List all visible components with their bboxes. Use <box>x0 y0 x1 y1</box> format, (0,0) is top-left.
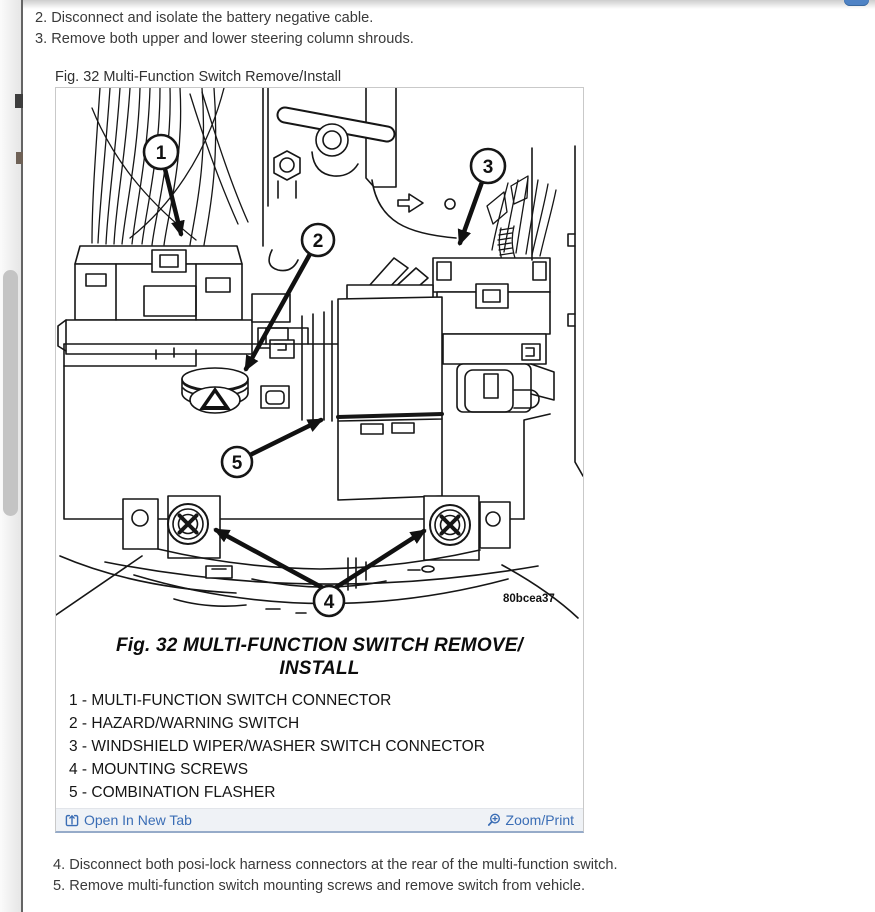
mounting-screw-right <box>430 505 470 545</box>
open-in-new-tab-link[interactable] <box>65 812 192 828</box>
figure-widget <box>55 87 584 833</box>
legend-item: 1 - MULTI-FUNCTION SWITCH CONNECTOR <box>69 692 392 709</box>
callout-1 <box>144 135 178 169</box>
legend-item: 5 - COMBINATION FLASHER <box>69 784 276 801</box>
legend-item: 3 - WINDSHIELD WIPER/WASHER SWITCH CONNECTOR <box>69 738 485 755</box>
callout-5 <box>222 447 252 477</box>
right-wire-harness <box>487 176 556 260</box>
callout-3 <box>471 149 505 183</box>
open-in-new-tab-label: Open In New Tab <box>84 812 192 828</box>
left-scrollbar[interactable] <box>0 0 21 912</box>
procedure-steps-top <box>35 8 414 49</box>
svg-text:3: 3 <box>482 157 494 178</box>
figure-action-bar <box>56 808 583 831</box>
procedure-steps-bottom <box>53 855 618 896</box>
zoom-print-link[interactable] <box>486 812 574 828</box>
divider-artifact-top <box>15 94 23 108</box>
legend-item: 4 - MOUNTING SCREWS <box>69 761 249 778</box>
zoom-print-label: Zoom/Print <box>505 812 574 828</box>
zoom-print-icon <box>486 813 501 828</box>
steering-column <box>263 88 396 246</box>
svg-text:5: 5 <box>231 453 243 474</box>
open-in-new-tab-icon <box>65 813 79 827</box>
figure-caption <box>56 634 583 680</box>
svg-text:4: 4 <box>323 592 335 613</box>
figure-title-label: Fig. 32 Multi-Function Switch Remove/Install <box>55 69 342 85</box>
panel-divider <box>21 0 23 912</box>
callout-4 <box>314 586 344 616</box>
left-scrollbar-thumb[interactable] <box>3 270 18 516</box>
mounting-screw-left <box>168 504 208 544</box>
partial-blue-button[interactable] <box>844 0 869 6</box>
step-item: 5. Remove multi-function switch mounting screws and remove switch from vehicle. <box>53 877 586 894</box>
wiper-washer-switch-connector <box>433 146 583 476</box>
figure-caption-line2: INSTALL <box>279 658 360 679</box>
figure-caption-line1: Fig. 32 MULTI-FUNCTION SWITCH REMOVE/ <box>115 635 524 656</box>
svg-text:1: 1 <box>155 143 167 164</box>
legend-item: 2 - HAZARD/WARNING SWITCH <box>69 715 300 732</box>
callout-2 <box>302 224 334 256</box>
svg-text:2: 2 <box>312 231 324 252</box>
figure-legend <box>69 689 583 804</box>
figure-code: 80bcea37 <box>503 593 555 605</box>
step-item: 4. Disconnect both posi-lock harness connectors at the rear of the multi-function switch. <box>53 857 618 873</box>
step-item: 3. Remove both upper and lower steering column shrouds. <box>35 30 414 47</box>
figure-diagram <box>56 88 583 629</box>
hazard-warning-switch <box>182 368 248 413</box>
step-item: 2. Disconnect and isolate the battery negative cable. <box>35 10 374 26</box>
divider-artifact-bottom <box>16 152 23 164</box>
